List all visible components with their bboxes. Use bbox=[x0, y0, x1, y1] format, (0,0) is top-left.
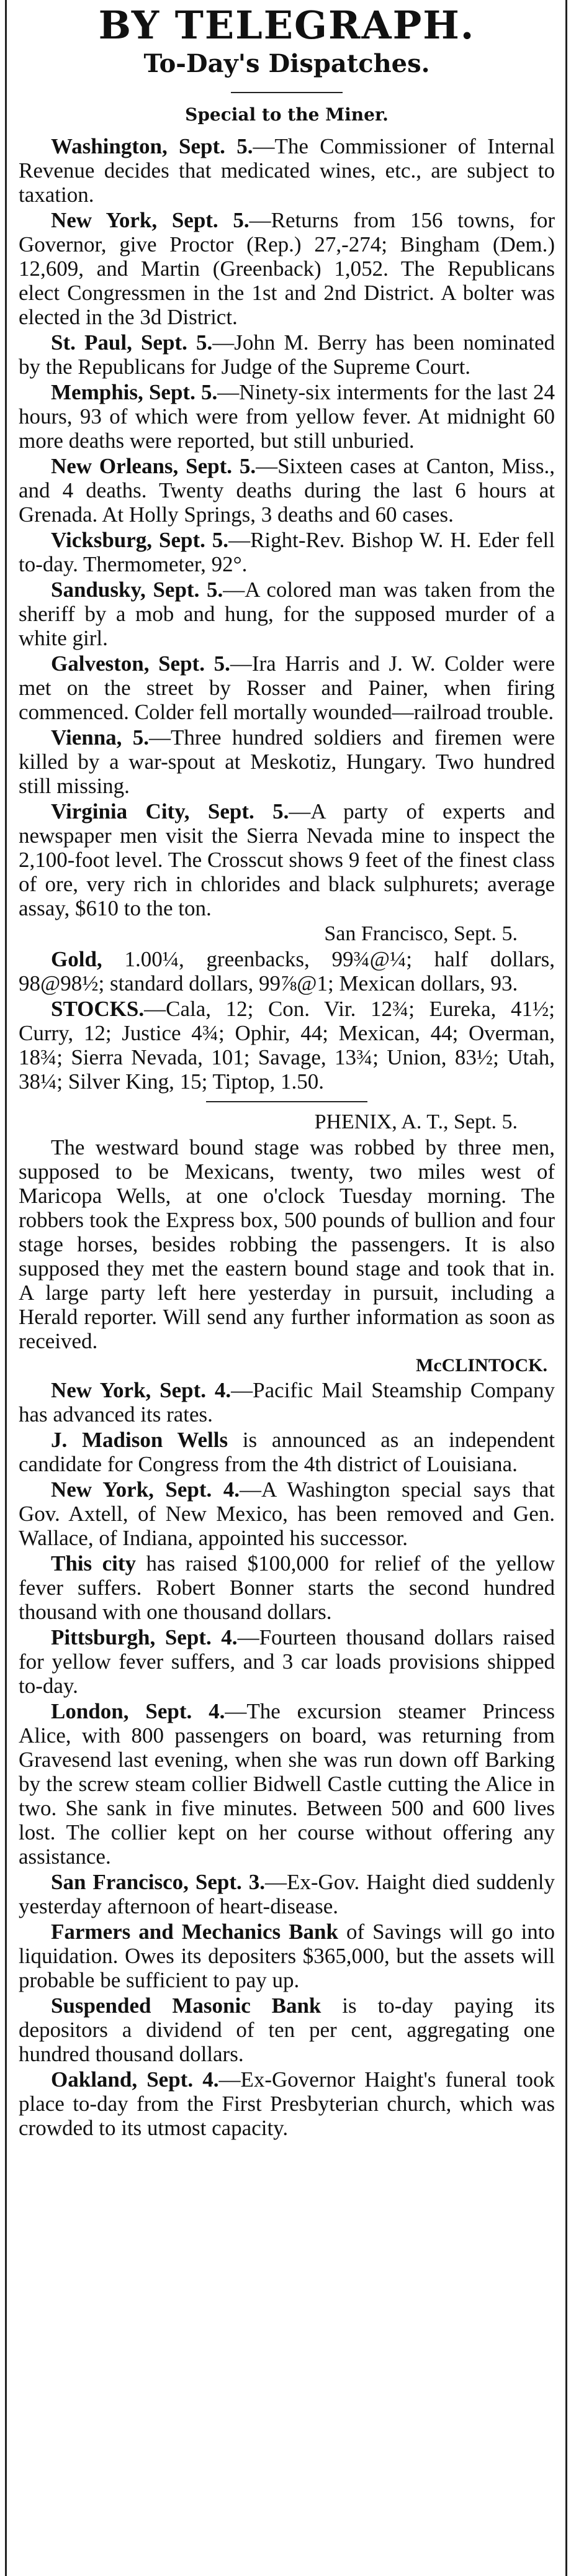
subhead: To-Day's Dispatches. bbox=[143, 49, 430, 78]
dispatch-dateline: San Francisco, Sept. 3. bbox=[51, 1870, 265, 1894]
dispatch-group-b bbox=[19, 947, 555, 1094]
dispatch-item bbox=[19, 1993, 555, 2066]
dispatch-item bbox=[19, 1625, 555, 1698]
headline: BY TELEGRAPH. bbox=[98, 2, 475, 48]
dispatch-text: —A party of experts and newspaper men visit the Sierra Nevada mine to inspect the 2,100-foot level. The Crosscut shows 9 feet of the finest class of ore, very rich in chlorides and black sulphurets; average assay, $610 to the ton. bbox=[19, 799, 555, 920]
dispatch-item bbox=[19, 1378, 555, 1426]
dispatch-item bbox=[19, 1551, 555, 1624]
dispatch-dateline: Pittsburgh, Sept. 4. bbox=[51, 1625, 238, 1649]
dispatch-item bbox=[19, 380, 555, 453]
dispatch-dateline: St. Paul, Sept. 5. bbox=[51, 330, 213, 355]
column-rule-left bbox=[5, 0, 7, 2576]
dispatch-item bbox=[19, 1920, 555, 1992]
divider bbox=[231, 92, 343, 93]
dispatch-group-c bbox=[19, 1378, 555, 2140]
dispatch-item bbox=[19, 134, 555, 207]
dispatch-text: is to-day paying its depositors a dividend of ten per cent, aggregating one hundred thousand dollars. bbox=[19, 1993, 555, 2066]
dispatch-text: —Three hundred soldiers and firemen were killed by a war-spout at Meskotiz, Hungary. Two hundred still missing. bbox=[19, 725, 555, 798]
dispatch-item bbox=[19, 1870, 555, 1918]
signature: McCLINTOCK. bbox=[416, 1355, 547, 1376]
dispatch-dateline: New Orleans, Sept. 5. bbox=[51, 454, 256, 478]
dispatch-text: —Ex-Governor Haight's funeral took place to-day from the First Presbyterian church, which was crowded to its utmost capacity. bbox=[19, 2067, 555, 2140]
dispatch-text: —The excursion steamer Princess Alice, with 800 passengers on board, was returning from Gravesend last evening, when she was run down off Barking by the screw steam collier Bidwell Castle cutting the Alice in two. She sank in five minutes. Between 500 and 600 lives lost. The collier kept on her course without offering any assistance. bbox=[19, 1699, 555, 1869]
phenix-text: The westward bound stage was robbed by three men, supposed to be Mexicans, twenty, two miles west of Maricopa Wells, at one o'clock Tuesday morning. The robbers took the Express box, 500 pounds of bullion and four stage horses, besides robbing the passengers. It is also supposed they met the eastern bound stage and took that in. A large party left here yesterday in pursuit, including a Herald reporter. Will send any further information as soon as received. bbox=[19, 1135, 555, 1353]
dispatch-text: —Cala, 12; Con. Vir. 12¾; Eureka, 41½; Curry, 12; Justice 4¾; Ophir, 44; Mexican, 44; Overman, 18¾; Sierra Nevada, 101; Savage, 13¾; Union, 83½; Utah, 38¼; Silver King, 15; Tiptop, 1.50. bbox=[19, 997, 555, 1094]
dispatch-item bbox=[19, 1477, 555, 1550]
dispatch-dateline: New York, Sept. 4. bbox=[51, 1378, 232, 1402]
dispatch-text: —Ex-Gov. Haight died suddenly yesterday afternoon of heart-disease. bbox=[19, 1870, 555, 1918]
dispatch-item bbox=[19, 454, 555, 527]
dispatch-text: —John M. Berry has been nominated by the Republicans for Judge of the Supreme Court. bbox=[19, 330, 555, 379]
phenix-dispatch bbox=[19, 1135, 555, 1353]
dispatch-dateline: Vicksburg, Sept. 5. bbox=[51, 528, 229, 552]
dispatch-dateline: This city bbox=[51, 1551, 137, 1576]
dispatch-text: —Sixteen cases at Canton, Miss., and 4 deaths. Twenty deaths during the last 6 hours at Grenada. At Holly Springs, 3 deaths and 60 cases. bbox=[19, 454, 555, 527]
dispatch-dateline: Virginia City, Sept. 5. bbox=[51, 799, 289, 823]
dispatch-item bbox=[19, 997, 555, 1094]
dispatch-text: —A colored man was taken from the sheriff by a mob and hung, for the supposed murder of a white girl. bbox=[19, 578, 555, 650]
dispatch-dateline: Gold, bbox=[51, 947, 102, 971]
dispatch-dateline: London, Sept. 4. bbox=[51, 1699, 225, 1723]
dispatch-text: —Ninety-six interments for the last 24 hours, 93 of which were from yellow fever. At midnight 60 more deaths were reported, but still unburied. bbox=[19, 380, 555, 453]
dispatch-dateline: Memphis, Sept. 5. bbox=[51, 380, 218, 404]
dispatch-dateline: Oakland, Sept. 4. bbox=[51, 2067, 219, 2092]
dispatch-dateline: STOCKS. bbox=[51, 997, 145, 1021]
dispatch-text: 1.00¼, greenbacks, 99¾@¼; half dollars, 98@98½; standard dollars, 99⅞@1; Mexican dollars, 93. bbox=[19, 947, 555, 995]
dispatch-text: —Pacific Mail Steamship Company has advanced its rates. bbox=[19, 1378, 555, 1426]
dispatch-text: —The Commissioner of Internal Revenue decides that medicated wines, etc., are subject to taxation. bbox=[19, 134, 555, 207]
dispatch-item bbox=[19, 578, 555, 650]
dispatch-text: —Ira Harris and J. W. Colder were met on the street by Rosser and Painer, when firing commenced. Colder fell mortally wounded—railroad trouble. bbox=[19, 651, 555, 724]
dispatch-item bbox=[19, 2067, 555, 2140]
dispatch-item bbox=[19, 1428, 555, 1476]
dispatch-dateline: Suspended Masonic Bank bbox=[51, 1993, 321, 2018]
dispatch-text: —Fourteen thousand dollars raised for yellow fever suffers, and 3 car loads provisions shipped to-day. bbox=[19, 1625, 555, 1698]
column-rule-right bbox=[565, 0, 567, 2576]
dispatch-text: —Returns from 156 towns, for Governor, give Proctor (Rep.) 27,-274; Bingham (Dem.) 12,609, and Martin (Greenback) 1,052. The Republicans elect Congressmen in the 1st and 2nd District. A bolter was elected in the 3d District. bbox=[19, 208, 555, 329]
dispatch-text: has raised $100,000 for relief of the yellow fever suffers. Robert Bonner starts the second hundred thousand with one thousand dollars. bbox=[19, 1551, 555, 1624]
special-credit: Special to the Miner. bbox=[185, 104, 389, 125]
dispatch-text: is announced as an independent candidate for Congress from the 4th district of Louisiana. bbox=[19, 1428, 555, 1476]
dispatch-dateline: Galveston, Sept. 5. bbox=[51, 651, 230, 676]
dispatch-text: of Savings will go into liquidation. Owes its depositers $365,000, but the assets will probable be sufficient to pay up. bbox=[19, 1920, 555, 1992]
divider bbox=[206, 1101, 367, 1102]
sf-dateline: San Francisco, Sept. 5. bbox=[324, 922, 518, 945]
dispatch-item bbox=[19, 651, 555, 724]
dispatch-text: —A Washington special says that Gov. Axtell, of New Mexico, has been removed and Gen. Wallace, of Indiana, appointed his successor. bbox=[19, 1477, 555, 1550]
dispatch-item bbox=[19, 528, 555, 576]
dispatch-item bbox=[19, 208, 555, 329]
dispatch-dateline: Washington, Sept. 5. bbox=[51, 134, 253, 158]
dispatch-item bbox=[19, 1699, 555, 1869]
dispatch-dateline: Farmers and Mechanics Bank bbox=[51, 1920, 338, 1944]
dispatch-group-a bbox=[19, 134, 555, 920]
dispatch-dateline: New York, Sept. 5. bbox=[51, 208, 250, 232]
dispatch-item bbox=[19, 725, 555, 798]
dispatch-dateline: Vienna, 5. bbox=[51, 725, 149, 750]
dispatch-item bbox=[19, 330, 555, 379]
dispatch-text: —Right-Rev. Bishop W. H. Eder fell to-day. Thermometer, 92°. bbox=[19, 528, 555, 576]
dispatch-dateline: New York, Sept. 4. bbox=[51, 1477, 240, 1502]
dispatch-item bbox=[19, 799, 555, 920]
phenix-dateline: PHENIX, A. T., Sept. 5. bbox=[314, 1110, 518, 1133]
dispatch-dateline: Sandusky, Sept. 5. bbox=[51, 578, 223, 602]
dispatch-dateline: J. Madison Wells bbox=[51, 1428, 228, 1452]
dispatch-item bbox=[19, 947, 555, 995]
